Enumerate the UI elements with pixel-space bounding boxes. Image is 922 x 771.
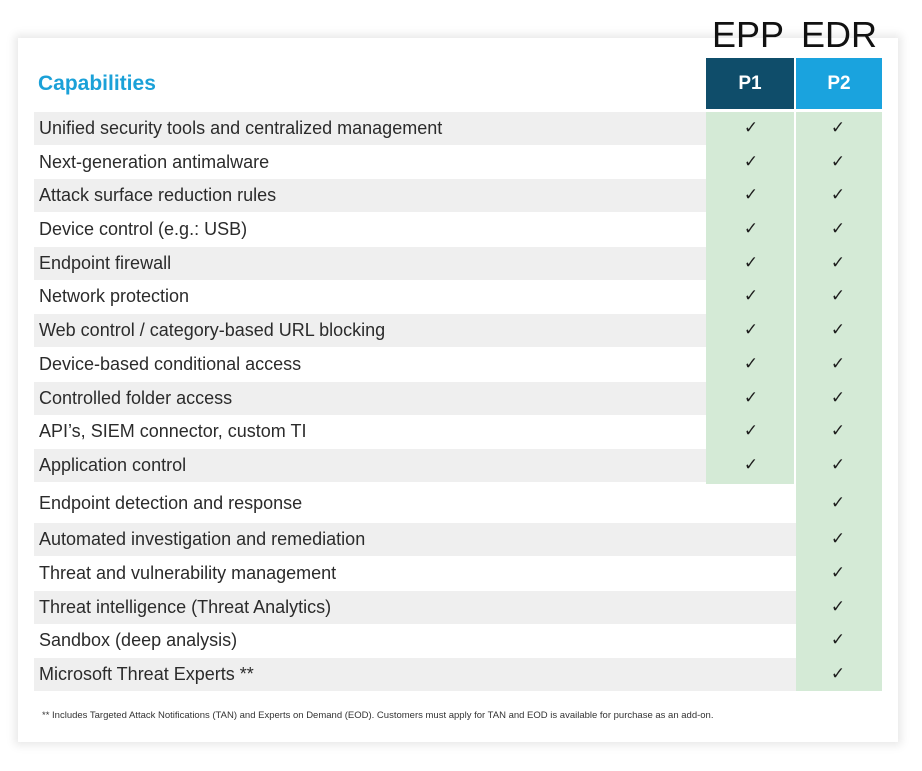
capability-label: Network protection: [39, 286, 190, 306]
column-header-p2: P2: [796, 58, 882, 109]
check-icon-p2: ✓: [830, 455, 846, 475]
capability-label: Device control (e.g.: USB): [39, 219, 248, 239]
capability-label: Threat intelligence (Threat Analytics): [39, 597, 332, 617]
capability-label: Endpoint firewall: [39, 253, 172, 273]
capability-label: Threat and vulnerability management: [39, 563, 337, 583]
table-row: [34, 487, 882, 520]
column-header-p1: P1: [706, 58, 794, 109]
table-row: [34, 382, 882, 415]
table-row: [34, 523, 882, 556]
table-row: [34, 280, 882, 313]
table-row: [34, 112, 882, 145]
check-icon-p2: ✓: [830, 320, 846, 340]
check-icon-p1: ✓: [743, 421, 759, 441]
check-icon-p1: ✓: [743, 185, 759, 205]
check-icon-p1: ✓: [743, 320, 759, 340]
check-icon-p2: ✓: [830, 388, 846, 408]
footnote: ** Includes Targeted Attack Notifications (TAN) and Experts on Demand (EOD). Customers must apply for TAN and EOD is available for purchase as an add-on.: [42, 710, 714, 721]
table-row: [34, 348, 882, 381]
table-row: [34, 658, 882, 691]
table-row: [34, 624, 882, 657]
check-icon-p2: ✓: [830, 253, 846, 273]
check-icon-p2: ✓: [830, 630, 846, 650]
check-icon-p1: ✓: [743, 253, 759, 273]
capability-label: Automated investigation and remediation: [39, 529, 366, 549]
check-icon-p1: ✓: [743, 354, 759, 374]
check-icon-p2: ✓: [830, 118, 846, 138]
table-row: [34, 314, 882, 347]
check-icon-p2: ✓: [830, 219, 846, 239]
check-icon-p2: ✓: [830, 354, 846, 374]
check-icon-p1: ✓: [743, 219, 759, 239]
check-icon-p1: ✓: [743, 118, 759, 138]
edr-label: EDR: [801, 14, 878, 55]
capability-label: Microsoft Threat Experts **: [39, 664, 254, 684]
check-icon-p1: ✓: [743, 152, 759, 172]
table-row: [34, 213, 882, 246]
check-icon-p2: ✓: [830, 286, 846, 306]
table-row: [34, 449, 882, 482]
capability-label: Web control / category-based URL blocking: [39, 320, 386, 340]
capability-label: Device-based conditional access: [39, 354, 302, 374]
epp-label: EPP: [712, 14, 785, 55]
capability-label: Attack surface reduction rules: [39, 185, 277, 205]
page-title: Capabilities: [38, 72, 156, 95]
capability-label: Unified security tools and centralized management: [39, 118, 443, 138]
table-row: [34, 591, 882, 624]
check-icon-p2: ✓: [830, 185, 846, 205]
check-icon-p2: ✓: [830, 664, 846, 684]
check-icon-p1: ✓: [743, 286, 759, 306]
table-row: [34, 247, 882, 280]
capability-label: API’s, SIEM connector, custom TI: [39, 421, 307, 441]
capability-label: Next-generation antimalware: [39, 152, 270, 172]
check-icon-p1: ✓: [743, 388, 759, 408]
table-row: [34, 415, 882, 448]
table-row: [34, 146, 882, 179]
check-icon-p2: ✓: [830, 597, 846, 617]
capability-label: Sandbox (deep analysis): [39, 630, 238, 650]
table-row: [34, 557, 882, 590]
table-row: [34, 179, 882, 212]
check-icon-p2: ✓: [830, 152, 846, 172]
check-icon-p2: ✓: [830, 421, 846, 441]
capability-label: Endpoint detection and response: [39, 493, 303, 513]
check-icon-p2: ✓: [830, 529, 846, 549]
check-icon-p1: ✓: [743, 455, 759, 475]
check-icon-p2: ✓: [830, 563, 846, 583]
check-icon-p2: ✓: [830, 493, 846, 513]
capability-label: Application control: [39, 455, 187, 475]
capability-label: Controlled folder access: [39, 388, 233, 408]
